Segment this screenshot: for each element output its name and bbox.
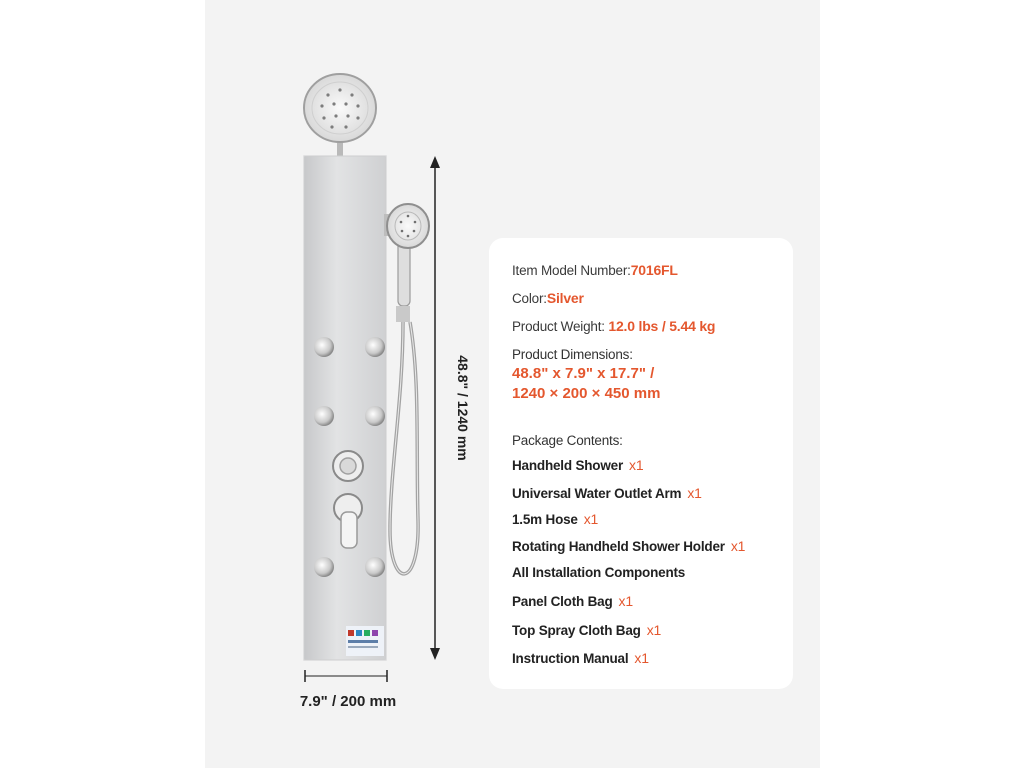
list-item — [512, 565, 685, 580]
list-item — [512, 485, 702, 501]
list-item — [512, 457, 643, 473]
panel-sticker — [346, 626, 384, 656]
width-dimension-bracket — [305, 670, 387, 682]
height-dimension-label: 48.8" / 1240 mm — [455, 355, 471, 461]
content-item-name: Rotating Handheld Shower Holder — [512, 539, 725, 554]
dimensions-label: Product Dimensions: — [512, 347, 633, 362]
content-item-name: 1.5m Hose — [512, 512, 578, 527]
list-item — [512, 538, 745, 554]
content-item-name: Handheld Shower — [512, 458, 624, 473]
list-item — [512, 650, 649, 666]
dimensions-value-imperial: 48.8" x 7.9" x 17.7" / — [512, 365, 655, 382]
weight-label: Product Weight: — [512, 319, 605, 334]
model-number-label: Item Model Number: — [512, 263, 631, 278]
color-row — [512, 290, 584, 306]
content-item-name: Instruction Manual — [512, 651, 629, 666]
model-number-row — [512, 262, 678, 278]
dimensions-value-metric: 1240 × 200 × 450 mm — [512, 385, 661, 402]
content-item-name: Panel Cloth Bag — [512, 594, 613, 609]
content-item-qty: x1 — [629, 457, 644, 473]
content-item-qty: x1 — [646, 622, 662, 638]
list-item — [512, 622, 661, 638]
content-item-name: Universal Water Outlet Arm — [512, 486, 682, 501]
handheld-shower — [384, 204, 429, 574]
content-item-name: All Installation Components — [512, 565, 686, 580]
list-item — [512, 511, 598, 527]
weight-value: 12.0 lbs / 5.44 kg — [608, 318, 716, 334]
height-dimension-arrow — [430, 156, 440, 660]
content-item-name: Top Spray Cloth Bag — [512, 623, 641, 638]
model-number-value: 7016FL — [630, 262, 678, 278]
list-item — [512, 593, 633, 609]
color-value: Silver — [546, 290, 584, 306]
color-label: Color: — [512, 291, 547, 306]
content-item-qty: x1 — [618, 593, 633, 609]
content-item-qty: x1 — [583, 511, 599, 527]
content-item-qty: x1 — [687, 485, 702, 501]
content-item-qty: x1 — [730, 538, 746, 554]
content-item-qty: x1 — [634, 650, 649, 666]
width-dimension-label: 7.9" / 200 mm — [299, 693, 397, 710]
weight-row — [512, 318, 715, 334]
diverter-knob — [333, 451, 363, 481]
package-contents-label: Package Contents: — [512, 433, 623, 448]
